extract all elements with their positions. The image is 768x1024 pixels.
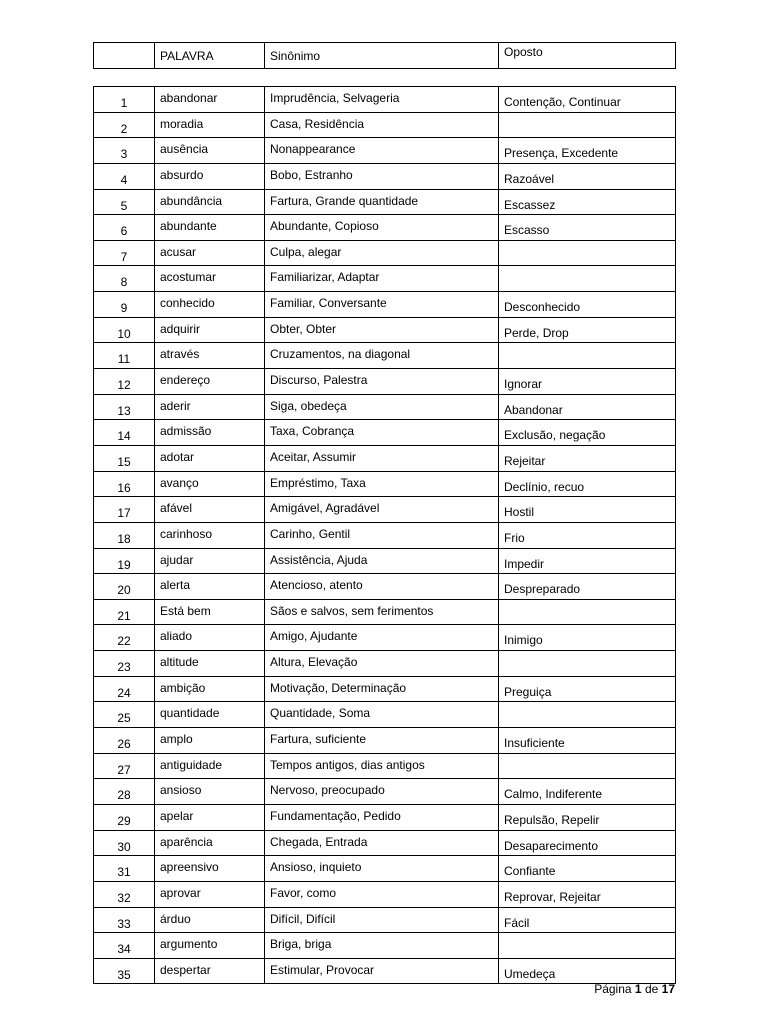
row-synonym: Nervoso, preocupado: [265, 779, 499, 805]
table-row: [94, 112, 676, 138]
row-opposite: Exclusão, negação: [499, 420, 676, 446]
row-synonym: Siga, obedeça: [265, 394, 499, 420]
row-synonym: Chegada, Entrada: [265, 830, 499, 856]
row-number: 13: [94, 394, 155, 420]
row-word: altitude: [155, 651, 265, 677]
row-number: 10: [94, 317, 155, 343]
row-word: aparência: [155, 830, 265, 856]
row-synonym: Tempos antigos, dias antigos: [265, 753, 499, 779]
row-number: 18: [94, 522, 155, 548]
row-number: 34: [94, 933, 155, 959]
header-table: [93, 42, 676, 69]
table-row: [94, 907, 676, 933]
table-row: [94, 215, 676, 241]
row-synonym: Fartura, suficiente: [265, 728, 499, 754]
row-opposite: Frio: [499, 522, 676, 548]
table-row: [94, 881, 676, 907]
row-opposite: [499, 933, 676, 959]
row-opposite: Insuficiente: [499, 728, 676, 754]
row-opposite: Rejeitar: [499, 445, 676, 471]
row-synonym: Difícil, Difícil: [265, 907, 499, 933]
row-number: 28: [94, 779, 155, 805]
row-opposite: Perde, Drop: [499, 317, 676, 343]
table-row: [94, 420, 676, 446]
row-opposite: Abandonar: [499, 394, 676, 420]
row-word: adquirir: [155, 317, 265, 343]
row-opposite: [499, 753, 676, 779]
row-opposite: Desaparecimento: [499, 830, 676, 856]
table-row: [94, 522, 676, 548]
row-opposite: [499, 343, 676, 369]
row-opposite: Desconhecido: [499, 292, 676, 318]
row-opposite: Fácil: [499, 907, 676, 933]
row-synonym: Culpa, alegar: [265, 240, 499, 266]
footer-prefix: Página: [594, 982, 632, 996]
row-opposite: Reprovar, Rejeitar: [499, 881, 676, 907]
row-number: 7: [94, 240, 155, 266]
row-synonym: Carinho, Gentil: [265, 522, 499, 548]
row-opposite: Presença, Excedente: [499, 138, 676, 164]
table-row: [94, 804, 676, 830]
row-word: argumento: [155, 933, 265, 959]
table-row: [94, 266, 676, 292]
header-opposite: Oposto: [499, 43, 676, 69]
row-number: 14: [94, 420, 155, 446]
row-word: avanço: [155, 471, 265, 497]
row-opposite: Confiante: [499, 856, 676, 882]
table-row: [94, 625, 676, 651]
row-opposite: Razoável: [499, 163, 676, 189]
row-synonym: Familiar, Conversante: [265, 292, 499, 318]
row-opposite: Despreparado: [499, 574, 676, 600]
row-word: absurdo: [155, 163, 265, 189]
row-synonym: Assistência, Ajuda: [265, 548, 499, 574]
row-synonym: Quantidade, Soma: [265, 702, 499, 728]
row-word: Está bem: [155, 599, 265, 625]
row-word: quantidade: [155, 702, 265, 728]
row-opposite: Contenção, Continuar: [499, 87, 676, 113]
table-row: [94, 933, 676, 959]
row-synonym: Cruzamentos, na diagonal: [265, 343, 499, 369]
row-synonym: Altura, Elevação: [265, 651, 499, 677]
row-number: 15: [94, 445, 155, 471]
table-row: [94, 189, 676, 215]
table-row: [94, 471, 676, 497]
row-word: aliado: [155, 625, 265, 651]
row-word: ansioso: [155, 779, 265, 805]
table-row: [94, 394, 676, 420]
row-synonym: Aceitar, Assumir: [265, 445, 499, 471]
row-number: 4: [94, 163, 155, 189]
row-opposite: Escasso: [499, 215, 676, 241]
row-synonym: Taxa, Cobrança: [265, 420, 499, 446]
row-synonym: Favor, como: [265, 881, 499, 907]
row-opposite: Impedir: [499, 548, 676, 574]
row-opposite: Declínio, recuo: [499, 471, 676, 497]
table-row: [94, 830, 676, 856]
row-number: 20: [94, 574, 155, 600]
row-word: carinhoso: [155, 522, 265, 548]
row-number: 32: [94, 881, 155, 907]
row-word: abandonar: [155, 87, 265, 113]
row-synonym: Atencioso, atento: [265, 574, 499, 600]
row-synonym: Fundamentação, Pedido: [265, 804, 499, 830]
row-opposite: Hostil: [499, 497, 676, 523]
row-word: aprovar: [155, 881, 265, 907]
row-word: afável: [155, 497, 265, 523]
row-word: apreensivo: [155, 856, 265, 882]
row-word: moradia: [155, 112, 265, 138]
table-row: [94, 728, 676, 754]
row-word: ajudar: [155, 548, 265, 574]
row-number: 27: [94, 753, 155, 779]
row-number: 2: [94, 112, 155, 138]
row-word: despertar: [155, 958, 265, 984]
row-word: admissão: [155, 420, 265, 446]
page-footer: [594, 982, 675, 996]
row-word: antiguidade: [155, 753, 265, 779]
row-number: 12: [94, 369, 155, 395]
row-synonym: Casa, Residência: [265, 112, 499, 138]
row-synonym: Abundante, Copioso: [265, 215, 499, 241]
table-row: [94, 87, 676, 113]
row-word: apelar: [155, 804, 265, 830]
row-synonym: Familiarizar, Adaptar: [265, 266, 499, 292]
row-number: 19: [94, 548, 155, 574]
table-row: [94, 958, 676, 984]
table-row: [94, 445, 676, 471]
row-number: 17: [94, 497, 155, 523]
row-synonym: Empréstimo, Taxa: [265, 471, 499, 497]
header-word: PALAVRA: [155, 43, 265, 69]
table-row: [94, 240, 676, 266]
row-number: 31: [94, 856, 155, 882]
table-row: [94, 163, 676, 189]
table-row: [94, 574, 676, 600]
row-word: ambição: [155, 676, 265, 702]
row-number: 26: [94, 728, 155, 754]
table-row: [94, 702, 676, 728]
table-row: [94, 369, 676, 395]
row-opposite: Preguiça: [499, 676, 676, 702]
row-number: 8: [94, 266, 155, 292]
row-opposite: [499, 112, 676, 138]
row-opposite: Escassez: [499, 189, 676, 215]
table-row: [94, 779, 676, 805]
row-word: árduo: [155, 907, 265, 933]
row-synonym: Nonappearance: [265, 138, 499, 164]
row-synonym: Estimular, Provocar: [265, 958, 499, 984]
row-number: 3: [94, 138, 155, 164]
row-opposite: [499, 240, 676, 266]
row-opposite: Ignorar: [499, 369, 676, 395]
table-row: [94, 856, 676, 882]
table-row: [94, 599, 676, 625]
row-word: abundância: [155, 189, 265, 215]
row-number: 5: [94, 189, 155, 215]
row-number: 33: [94, 907, 155, 933]
row-word: acostumar: [155, 266, 265, 292]
row-word: ausência: [155, 138, 265, 164]
row-opposite: [499, 599, 676, 625]
row-number: 16: [94, 471, 155, 497]
header-num: [94, 43, 155, 69]
row-synonym: Fartura, Grande quantidade: [265, 189, 499, 215]
row-synonym: Sãos e salvos, sem ferimentos: [265, 599, 499, 625]
table-row: [94, 497, 676, 523]
row-opposite: Umedeça: [499, 958, 676, 984]
row-word: conhecido: [155, 292, 265, 318]
row-number: 35: [94, 958, 155, 984]
row-number: 21: [94, 599, 155, 625]
row-word: abundante: [155, 215, 265, 241]
row-word: acusar: [155, 240, 265, 266]
row-word: amplo: [155, 728, 265, 754]
table-row: [94, 343, 676, 369]
row-synonym: Imprudência, Selvageria: [265, 87, 499, 113]
row-word: aderir: [155, 394, 265, 420]
row-synonym: Bobo, Estranho: [265, 163, 499, 189]
row-number: 11: [94, 343, 155, 369]
row-synonym: Obter, Obter: [265, 317, 499, 343]
row-synonym: Motivação, Determinação: [265, 676, 499, 702]
row-number: 30: [94, 830, 155, 856]
row-word: adotar: [155, 445, 265, 471]
row-number: 24: [94, 676, 155, 702]
row-word: através: [155, 343, 265, 369]
table-row: [94, 676, 676, 702]
row-opposite: Calmo, Indiferente: [499, 779, 676, 805]
row-synonym: Amigo, Ajudante: [265, 625, 499, 651]
row-number: 9: [94, 292, 155, 318]
row-number: 1: [94, 87, 155, 113]
footer-of: de: [644, 982, 659, 996]
row-opposite: [499, 702, 676, 728]
row-number: 6: [94, 215, 155, 241]
row-synonym: Briga, briga: [265, 933, 499, 959]
table-row: [94, 651, 676, 677]
row-number: 22: [94, 625, 155, 651]
table-row: [94, 548, 676, 574]
row-word: endereço: [155, 369, 265, 395]
row-number: 23: [94, 651, 155, 677]
row-word: alerta: [155, 574, 265, 600]
row-opposite: Repulsão, Repelir: [499, 804, 676, 830]
row-number: 29: [94, 804, 155, 830]
table-row: [94, 292, 676, 318]
row-number: 25: [94, 702, 155, 728]
header-row: [94, 43, 676, 69]
table-row: [94, 317, 676, 343]
header-synonym: Sinônimo: [265, 43, 499, 69]
row-synonym: Discurso, Palestra: [265, 369, 499, 395]
row-opposite: [499, 651, 676, 677]
words-table: [93, 86, 676, 984]
table-row: [94, 138, 676, 164]
row-synonym: Ansioso, inquieto: [265, 856, 499, 882]
row-opposite: Inimigo: [499, 625, 676, 651]
table-row: [94, 753, 676, 779]
footer-page: 1: [634, 982, 642, 996]
footer-total: 17: [661, 982, 675, 996]
row-synonym: Amigável, Agradável: [265, 497, 499, 523]
row-opposite: [499, 266, 676, 292]
